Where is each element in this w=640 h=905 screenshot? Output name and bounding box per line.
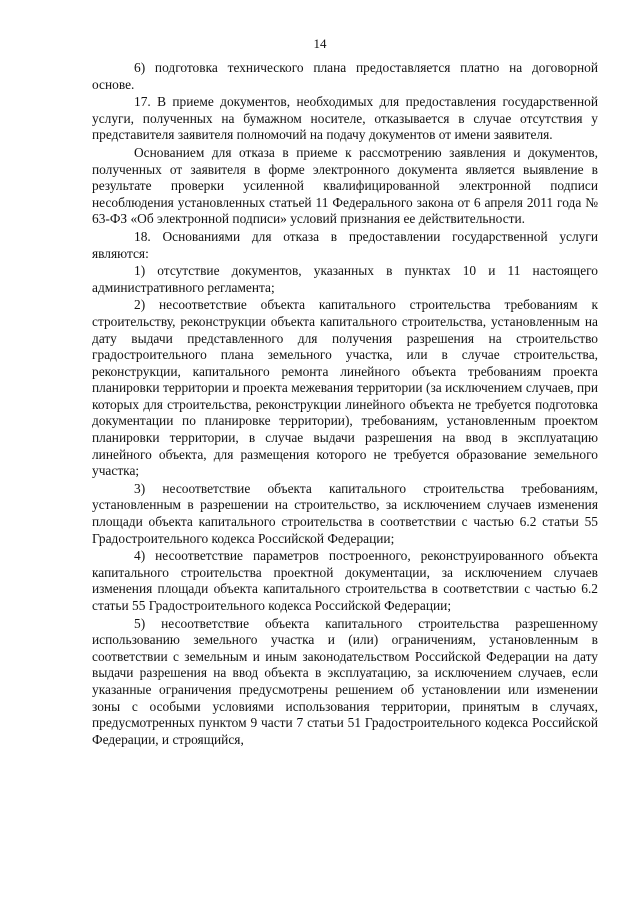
- list-item-1: 1) отсутствие документов, указанных в пунктах 10 и 11 настоящего административного регламента;: [92, 263, 598, 295]
- list-item-3: 3) несоответствие объекта капитального строительства требованиям, установленным в разрешении на строительство, за исключением случаев изменения площади объекта капитального строительства в соответствии с частью 6.2 статьи 55 Градостроительного кодекса Российской Федерации;: [92, 480, 598, 546]
- list-item-5: 5) несоответствие объекта капитального строительства разрешенному использованию земельного участка и (или) ограничениям, установленным в соответствии с земельным и иным законодательством Российской Федерации на дату выдачи разрешения на ввод объекта в эксплуатацию, за исключением случаев, если указанные ограничения предусмотрены решением об установлении или изменении зоны с особыми условиями использования территории, принятым в случаях, предусмотренных пунктом 9 части 7 статьи 51 Градостроительного кодекса Российской Федерации, и строящийся,: [92, 615, 598, 747]
- paragraph-electronic-refusal: Основанием для отказа в приеме к рассмотрению заявления и документов, полученных от заявителя в форме электронного документа является выявление в результате проверки усиленной квалифицированной электронной подписи несоблюдения установленных статьей 11 Федерального закона от 6 апреля 2011 года № 63-ФЗ «Об электронной подписи» условий признания ее действительности.: [92, 144, 598, 227]
- page-number: 14: [313, 36, 327, 51]
- list-item-2: 2) несоответствие объекта капитального строительства требованиям к строительству, реконструкции объекта капитального строительства, установленным на дату выдачи представленного для получения разрешения на строительство градостроительного плана земельного участка, или в случае строительства, реконструкции, капитального ремонта линейного объекта требованиям проекта планировки территории и проекта межевания территории (за исключением случаев, при которых для строительства, реконструкции линейного объекта не требуется подготовка документации по планировке территории), требованиям, установленным проектом планировки территории, в случае выдачи разрешения на ввод в эксплуатацию линейного объекта, для размещения которого не требуется образование земельного участка;: [92, 297, 598, 479]
- document-body: [92, 60, 598, 749]
- paragraph-clause-17: 17. В приеме документов, необходимых для предоставления государственной услуги, полученных на бумажном носителе, отказывается в случае отсутствия у представителя заявителя полномочий на подачу документов от имени заявителя.: [92, 94, 598, 143]
- list-item-4: 4) несоответствие параметров построенного, реконструированного объекта капитального строительства проектной документации, за исключением случаев изменения площади объекта капитального строительства в соответствии с частью 6.2 статьи 55 Градостроительного кодекса Российской Федерации;: [92, 548, 598, 613]
- paragraph-clause-18: 18. Основаниями для отказа в предоставлении государственной услуги являются:: [92, 228, 598, 261]
- paragraph-item-6: 6) подготовка технического плана предоставляется платно на договорной основе.: [92, 60, 598, 92]
